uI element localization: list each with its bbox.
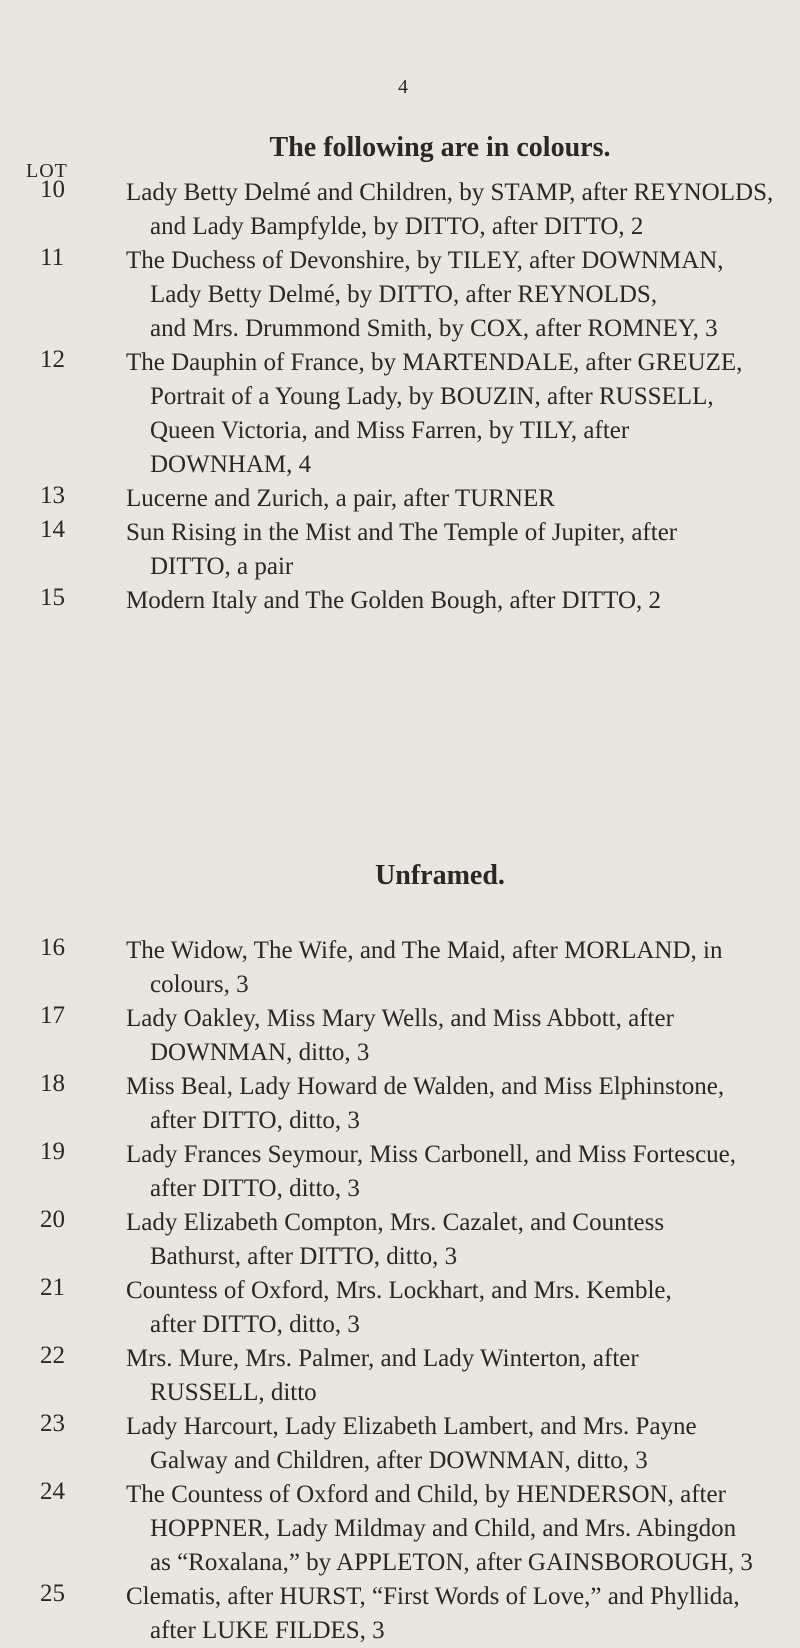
lot-description-line: Queen Victoria, and Miss Farren, by TILY, after (150, 417, 630, 444)
lot-description-line: HOPPNER, Lady Mildmay and Child, and Mrs. Abingdon (150, 1515, 737, 1542)
lot-description-line: Countess of Oxford, Mrs. Lockhart, and Mrs. Kemble, (126, 1277, 672, 1304)
lot-description-line: Lady Frances Seymour, Miss Carbonell, and Miss Fortescue, (126, 1141, 737, 1168)
lot-description (126, 244, 786, 346)
lot-description (126, 176, 786, 244)
page-number: 4 (398, 76, 408, 98)
lot-description-line: Bathurst, after DITTO, ditto, 3 (150, 1243, 458, 1270)
lot-description (126, 1206, 786, 1274)
lot-number: 16 (40, 934, 65, 961)
lot-description (126, 1274, 786, 1342)
lot-column-header: LOT (26, 160, 68, 182)
lot-description-line: Lady Elizabeth Compton, Mrs. Cazalet, and Countess (126, 1209, 665, 1236)
lot-number: 10 (40, 176, 65, 203)
lot-description-line: Miss Beal, Lady Howard de Walden, and Miss Elphinstone, (126, 1073, 725, 1100)
lot-description (126, 1070, 786, 1138)
lot-description (126, 482, 786, 516)
section-heading-unframed: Unframed. (375, 860, 505, 891)
lot-number: 20 (40, 1206, 65, 1233)
lot-number: 13 (40, 482, 65, 509)
lot-description-line: after DITTO, ditto, 3 (150, 1175, 360, 1202)
lot-description-line: DOWNMAN, ditto, 3 (150, 1039, 370, 1066)
lot-description-line: The Widow, The Wife, and The Maid, after MORLAND, in (126, 937, 723, 964)
lot-description (126, 516, 786, 584)
lot-number: 17 (40, 1002, 65, 1029)
lot-description-line: as “Roxalana,” by APPLETON, after GAINSBOROUGH, 3 (150, 1549, 753, 1576)
lot-description-line: Lady Betty Delmé and Children, by STAMP, after REYNOLDS, (126, 179, 774, 206)
lot-description-line: and Lady Bampfylde, by DITTO, after DITTO, 2 (150, 213, 644, 240)
lot-number: 25 (40, 1580, 65, 1607)
lot-number: 12 (40, 346, 65, 373)
lot-description-line: The Countess of Oxford and Child, by HENDERSON, after (126, 1481, 726, 1508)
lot-description-line: Galway and Children, after DOWNMAN, ditto, 3 (150, 1447, 648, 1474)
lot-description-line: and Mrs. Drummond Smith, by COX, after ROMNEY, 3 (150, 315, 718, 342)
lot-description (126, 1138, 786, 1206)
lot-description (126, 584, 786, 618)
lot-description-line: Lucerne and Zurich, a pair, after TURNER (126, 485, 555, 512)
lot-description-line: after DITTO, ditto, 3 (150, 1311, 360, 1338)
lot-description (126, 1002, 786, 1070)
lot-number: 18 (40, 1070, 65, 1097)
lot-number: 22 (40, 1342, 65, 1369)
lot-description-line: Modern Italy and The Golden Bough, after DITTO, 2 (126, 587, 662, 614)
lot-description (126, 1478, 786, 1580)
lot-description-line: Lady Betty Delmé, by DITTO, after REYNOLDS, (150, 281, 658, 308)
lot-description-line: DOWNHAM, 4 (150, 451, 312, 478)
section-heading-colours: The following are in colours. (269, 132, 611, 163)
lot-number: 19 (40, 1138, 65, 1165)
lot-description-line: Mrs. Mure, Mrs. Palmer, and Lady Winterton, after (126, 1345, 639, 1372)
lot-description (126, 1410, 786, 1478)
lot-number: 14 (40, 516, 65, 543)
lot-description-line: RUSSELL, ditto (150, 1379, 317, 1406)
lot-description-line: after DITTO, ditto, 3 (150, 1107, 360, 1134)
lot-description-line: DITTO, a pair (150, 553, 294, 580)
lot-number: 11 (40, 244, 65, 271)
lot-description-line: Portrait of a Young Lady, by BOUZIN, after RUSSELL, (150, 383, 714, 410)
lot-description (126, 934, 786, 1002)
lot-description-line: Sun Rising in the Mist and The Temple of Jupiter, after (126, 519, 678, 546)
lot-description-line: Lady Harcourt, Lady Elizabeth Lambert, and Mrs. Payne (126, 1413, 697, 1440)
lot-number: 24 (40, 1478, 65, 1505)
lot-number: 23 (40, 1410, 65, 1437)
lot-description-line: Clematis, after HURST, “First Words of Love,” and Phyllida, (126, 1583, 740, 1610)
lot-description-line: colours, 3 (150, 971, 249, 998)
lot-description (126, 1580, 786, 1648)
lot-description-line: The Duchess of Devonshire, by TILEY, after DOWNMAN, (126, 247, 724, 274)
lot-description (126, 346, 786, 482)
lot-description-line: Lady Oakley, Miss Mary Wells, and Miss Abbott, after (126, 1005, 674, 1032)
lot-number: 15 (40, 584, 65, 611)
lot-description-line: The Dauphin of France, by MARTENDALE, after GREUZE, (126, 349, 743, 376)
lot-description-line: after LUKE FILDES, 3 (150, 1617, 385, 1644)
lot-number: 21 (40, 1274, 65, 1301)
lot-description (126, 1342, 786, 1410)
